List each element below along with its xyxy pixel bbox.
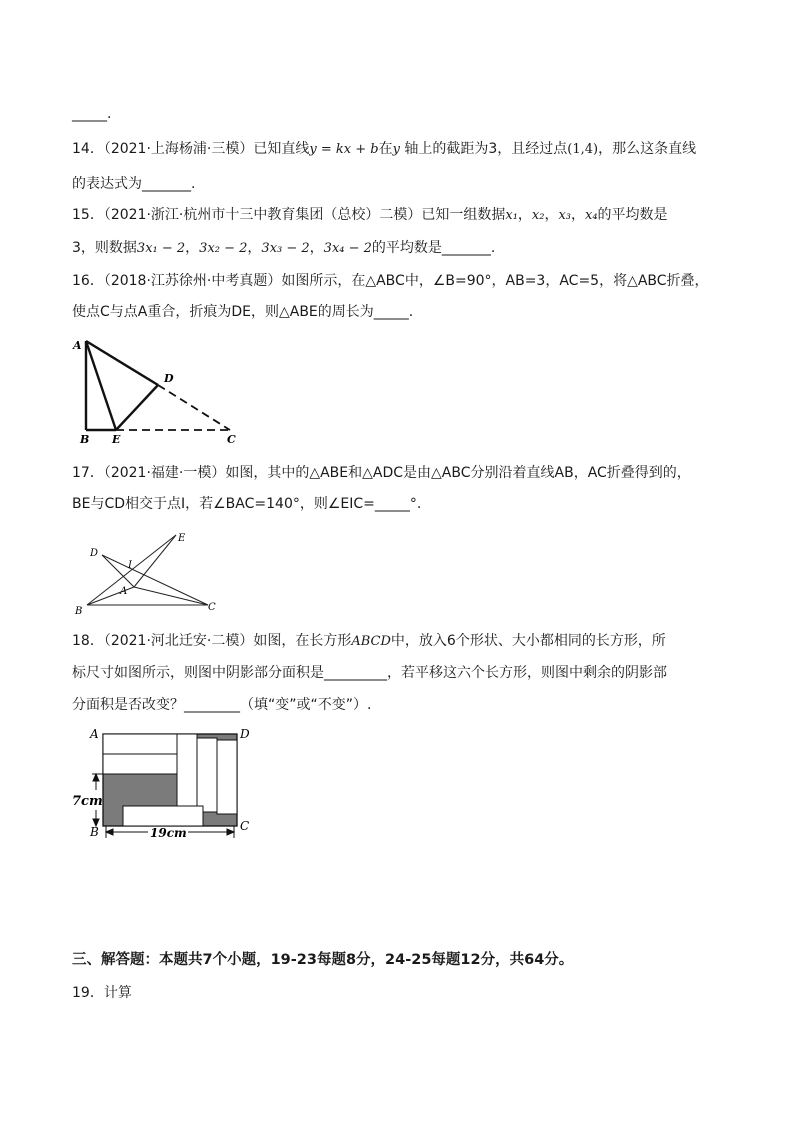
- triangle-fold-figure: [70, 335, 250, 445]
- label-a: A: [73, 339, 82, 352]
- question-18-line-3: 分面积是否改变？________（填“变”或“不变”）.: [72, 697, 372, 713]
- question-19: 19．计算: [72, 985, 132, 1001]
- label-b: B: [80, 433, 90, 445]
- label-a: A: [90, 727, 99, 741]
- label-d: D: [164, 372, 174, 385]
- folded-triangles-figure: [72, 528, 222, 616]
- question-15-line-2: 3，则数据3x₁ − 2，3x₂ − 2，3x₃ − 2，3x₄ − 2的平均数是_______.: [72, 240, 496, 256]
- question-16-line-2: 使点C与点A重合，折痕为DE，则△ABE的周长为_____.: [72, 304, 414, 320]
- label-b: B: [75, 606, 83, 616]
- dim-height-label: 7cm: [72, 794, 103, 809]
- section-3-heading: 三、解答题：本题共7个小题，19-23每题8分，24-25每题12分，共64分。: [72, 952, 574, 968]
- question-17-line-2: BE与CD相交于点I，若∠BAC=140°，则∠EIC=_____°.: [72, 496, 422, 512]
- segment-dc-dashed: [158, 385, 230, 430]
- question-18-line-1: 18．（2021·河北迁安·二模）如图，在长方形ABCD中，放入6个形状、大小都相同的长方形，所: [72, 633, 666, 649]
- equation-line: y = kx + b: [309, 142, 379, 157]
- small-rectangle-4: [197, 738, 217, 812]
- label-d: D: [240, 727, 250, 741]
- point-coordinates: (1,4): [567, 142, 599, 157]
- label-a: A: [120, 586, 128, 597]
- question-18-line-2: 标尺寸如图所示，则图中阴影部分面积是_________，若平移这六个长方形，则图中剩余的阴影部: [72, 665, 667, 681]
- question-14-line-2: 的表达式为_______.: [72, 176, 196, 192]
- label-e: E: [178, 533, 186, 544]
- dim-width-label: 19cm: [150, 826, 187, 840]
- question-17-line-1: 17．（2021·福建·一模）如图，其中的△ABE和△ADC是由△ABC分别沿着直线AB，AC折叠得到的，: [72, 465, 691, 481]
- label-c: C: [227, 433, 236, 445]
- question-14-line-1: 14．（2021·上海杨浦·三模）已知直线y = kx + b在y 轴上的截距为3，且经过点(1,4)，那么这条直线: [72, 141, 697, 157]
- question-16-line-1: 16．（2018·江苏徐州·中考真题）如图所示，在△ABC中，∠B=90°，AB=3，AC=5，将△ABC折叠，: [72, 273, 709, 289]
- label-c: C: [240, 819, 250, 833]
- small-rectangle-3: [177, 734, 197, 808]
- dim-height-arrow-top: [93, 774, 99, 781]
- segment-ed: [116, 385, 158, 430]
- label-b: B: [90, 825, 99, 839]
- label-i: I: [128, 560, 132, 571]
- dim-width-arrow-right: [227, 829, 234, 835]
- small-rectangle-1: [103, 734, 177, 754]
- segment-ea: [134, 535, 176, 587]
- dim-width-arrow-left: [106, 829, 113, 835]
- segment-ad: [86, 341, 158, 385]
- top-blank: _____.: [72, 106, 112, 122]
- small-rectangle-2: [103, 754, 177, 774]
- segment-ae: [86, 341, 116, 430]
- label-e: E: [112, 433, 121, 445]
- rectangle-shaded-figure: [70, 724, 256, 842]
- small-rectangle-5: [217, 740, 237, 814]
- label-d: D: [90, 548, 99, 559]
- label-c: C: [208, 602, 216, 613]
- segment-ac: [134, 587, 208, 605]
- segment-dc: [102, 555, 208, 605]
- small-rectangle-6: [123, 806, 203, 826]
- question-15-line-1: 15．（2021·浙江·杭州市十三中教育集团（总校）二模）已知一组数据x₁，x₂，x₃，x₄的平均数是: [72, 207, 668, 223]
